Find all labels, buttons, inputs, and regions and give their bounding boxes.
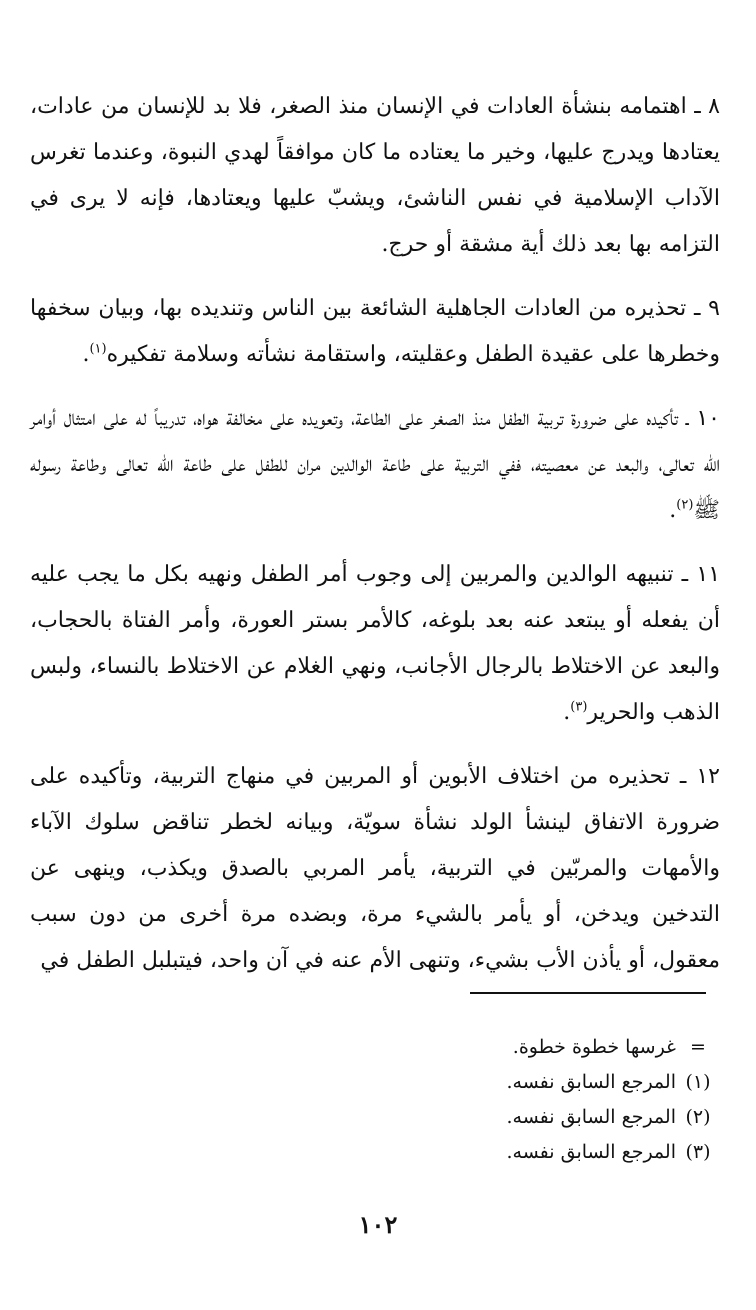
footnote-text: المرجع السابق نفسه. <box>506 1071 676 1093</box>
paragraph-text: ٩ ـ تحذيره من العادات الجاهلية الشائعة بين الناس وتنديده بها، وبيان سخفها وخطرها على عقيدة الطفل وعقليته، واستقامة نشأته وسلامة تفكيره <box>30 296 720 367</box>
paragraph-9 <box>30 286 720 378</box>
paragraph-text: ١٢ ـ تحذيره من اختلاف الأبوين أو المربين في منهاج التربية، وتأكيده على ضرورة الاتفاق لينشأ الولد نشأة سويّة، وبيانه لخطر تناقض سلوك الآباء والأمهات والمربّين في التربية، يأمر المربي بالصدق ويكذب، وينهى عن التدخين ويدخن، أو يأمر بالشيء مرة، وبضده مرة أخرى من دون سبب معقول، أو يأذن الأب بشيء، وتنهى الأم عنه في آن واحد، فيتبلبل الطفل في <box>30 764 720 973</box>
footnote-marker: (٣) <box>685 1141 711 1163</box>
paragraph-tail: . <box>669 498 677 523</box>
footnote-marker: (٢) <box>685 1106 711 1128</box>
main-text <box>30 84 720 1002</box>
footnote-ref[interactable]: (١) <box>89 341 107 357</box>
footnote-ref[interactable]: (٢) <box>676 497 694 513</box>
paragraph-8 <box>30 84 720 268</box>
footnote-divider <box>470 992 706 994</box>
paragraph-tail: . <box>563 700 571 725</box>
footnote-item <box>30 1100 720 1135</box>
footnote-text: المرجع السابق نفسه. <box>506 1106 676 1128</box>
footnote-item <box>30 1065 720 1100</box>
paragraph-text: ١١ ـ تنبيهه الوالدين والمربين إلى وجوب أمر الطفل ونهيه بكل ما يجب عليه أن يفعله أو يبتعد عنه بعد بلوغه، كالأمر بستر العورة، وأمر الفتاة بالحجاب، والبعد عن الاختلاط بالرجال الأجانب، ونهي الغلام عن الاختلاط بالنساء، ولبس الذهب والحرير <box>30 562 721 725</box>
paragraph-tail: . <box>82 342 90 367</box>
paragraph-text: ١٠ ـ تأكيده على ضرورة تربية الطفل منذ الصغر على الطاعة، وتعويده على مخالفة هواه، تدريباً له على امتثال أوامر الله تعالى، والبعد عن معصيته، ففي التربية على طاعة الوالدين مران للطفل على طاعة الله تعالى وطاعة رسوله ﷺ <box>30 406 720 523</box>
footnote-item <box>30 1030 720 1065</box>
footnote-item <box>30 1135 720 1170</box>
paragraph-10 <box>30 396 720 534</box>
page-number: ١٠٢ <box>358 1210 398 1239</box>
footnote-marker: (١) <box>685 1071 711 1093</box>
paragraph-12 <box>30 754 720 984</box>
paragraph-text: ٨ ـ اهتمامه بنشأة العادات في الإنسان منذ الصغر، فلا بد للإنسان من عادات، يعتادها ويدرج عليها، وخير ما يعتاده ما كان موافقاً لهدي النبوة، وعندما تغرس الآداب الإسلامية في نفس الناشئ، ويشبّ عليها ويعتادها، فإنه لا يرى في التزامه بها بعد ذلك أية مشقة أو حرج. <box>30 94 720 257</box>
footnote-text: المرجع السابق نفسه. <box>506 1141 676 1163</box>
footnote-ref[interactable]: (٣) <box>570 699 588 715</box>
paragraph-11 <box>30 552 720 736</box>
footnotes <box>30 1030 720 1170</box>
footnote-text: غرسها خطوة خطوة. <box>512 1036 676 1058</box>
footnote-marker: = <box>690 1036 706 1058</box>
